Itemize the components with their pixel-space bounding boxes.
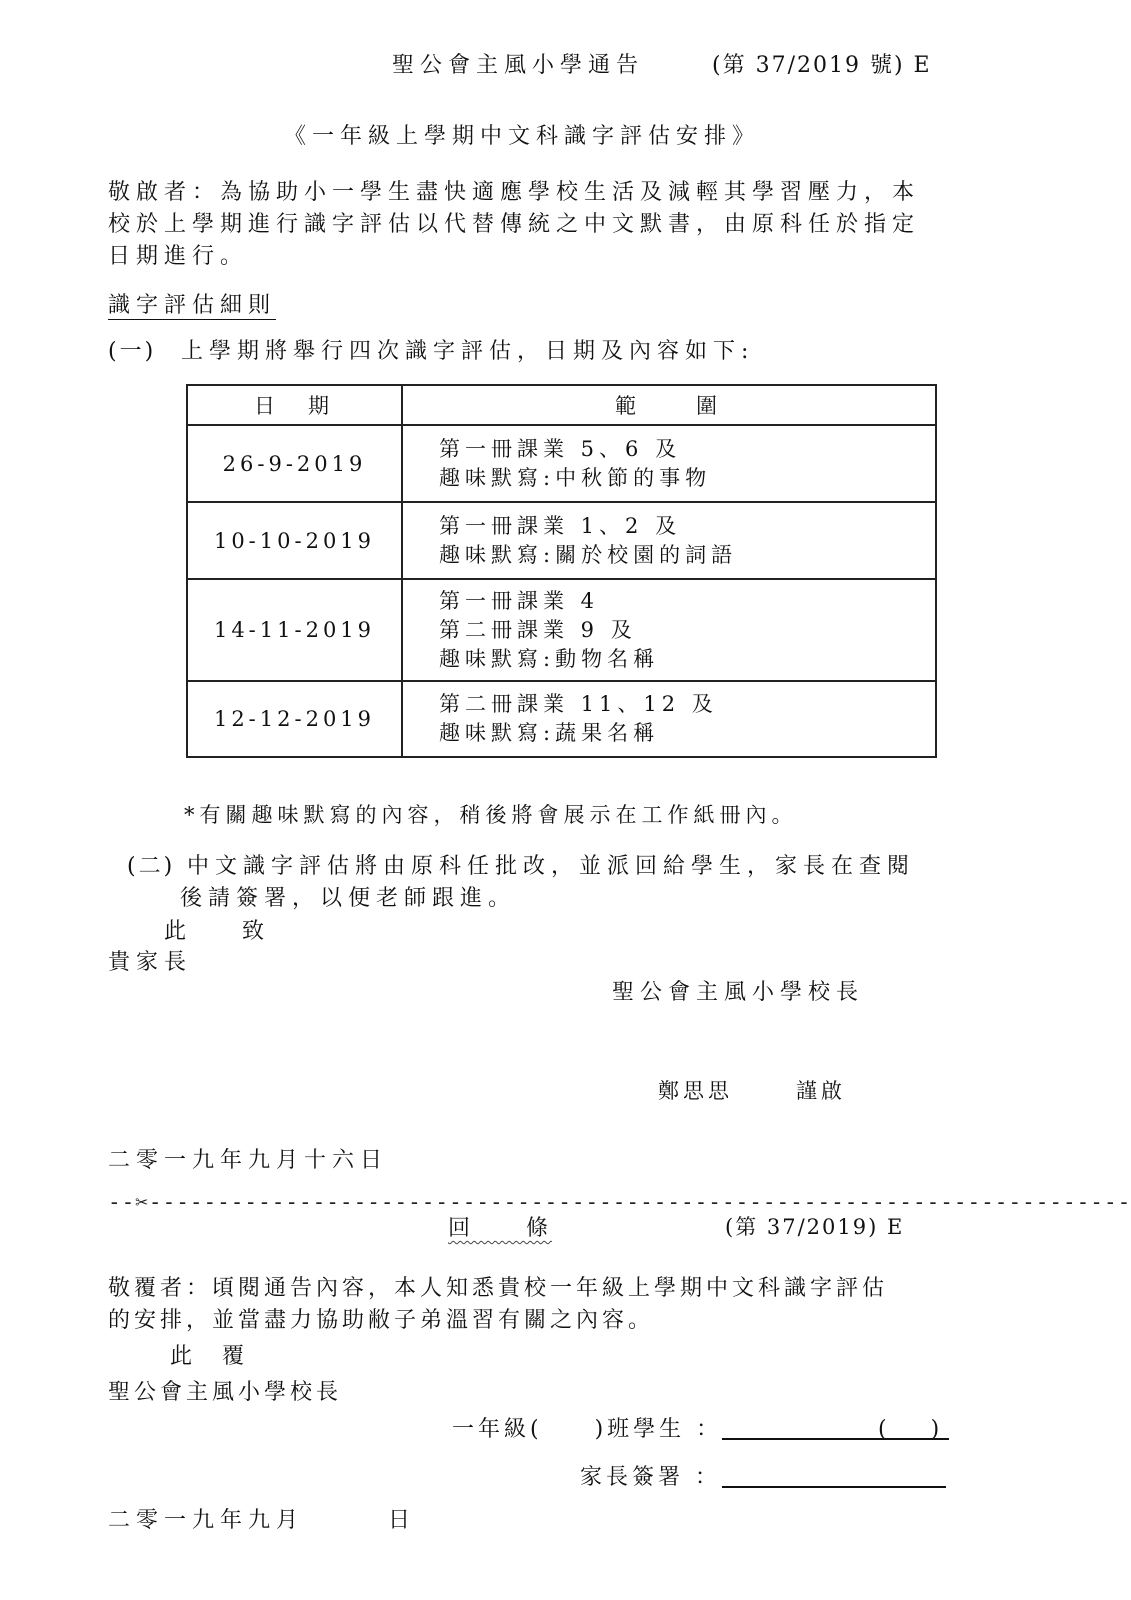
section-heading (108, 288, 276, 319)
row-date: 14-11-2019 (187, 579, 402, 681)
item-1-number: (一) (108, 339, 157, 364)
closing-addressee: 貴家長 (108, 950, 193, 975)
principal-name: 鄭思思 (658, 1079, 733, 1103)
reply-addressee: 聖公會主風小學校長 (108, 1380, 343, 1405)
row-scope (402, 502, 936, 579)
row-scope (402, 579, 936, 681)
table-header-row (187, 385, 936, 425)
section-heading-text: 識字評估細則 (108, 293, 277, 318)
reply-ci-fu: 此 覆 (170, 1344, 249, 1369)
cut-line: --✂------------------------------------------------------------------------ (108, 1190, 1131, 1214)
scope-line: 趣味默寫:關於校園的詞語 (439, 542, 738, 567)
parent-signature-label: 家長簽署 ： (580, 1465, 721, 1490)
item-2-number: (二) (127, 854, 176, 879)
table-row (187, 681, 936, 757)
table-row (187, 502, 936, 579)
scope-line: 趣味默寫:蔬果名稱 (439, 721, 660, 745)
reply-line-1: 敬覆者：頃閱通告內容，本人知悉貴校一年級上學期中文科識字評估 (108, 1276, 889, 1301)
document-title: 《一年級上學期中文科識字評估安排》 (284, 124, 761, 149)
closing-ci-zhi: 此 致 (164, 919, 269, 944)
scope-line: 第一冊課業 5、6 及 (439, 436, 682, 461)
closing-respect: 謹啟 (796, 1079, 846, 1103)
header-date: 日 期 (187, 385, 402, 425)
notice-number: (第 37/2019 號) E (712, 53, 932, 78)
scope-line: 第一冊課業 1、2 及 (439, 513, 682, 538)
assessment-schedule-table (186, 384, 937, 758)
header-scope: 範 圍 (402, 385, 936, 425)
item-2-line-1: 中文識字評估將由原科任批改，並派回給學生，家長在查閱 (187, 854, 916, 879)
reply-title (448, 1211, 552, 1242)
scope-line: 趣味默寫:動物名稱 (439, 646, 660, 671)
row-scope (402, 681, 936, 757)
scope-line: 第二冊課業 9 及 (439, 617, 637, 642)
scope-line: 第一冊課業 4 (439, 588, 600, 613)
reply-title-text: 回 條 (448, 1216, 553, 1241)
reply-line-2: 的安排，並當盡力協助敝子弟溫習有關之內容。 (108, 1308, 655, 1333)
reply-notice-number: (第 37/2019) E (725, 1215, 905, 1239)
item-2-line-2: 後請簽署，以便老師跟進。 (180, 886, 517, 911)
intro-line-1: 敬啟者：為協助小一學生盡快適應學校生活及減輕其學習壓力，本 (108, 180, 921, 205)
table-footnote: *有關趣味默寫的內容，稍後將會展示在工作紙冊內。 (184, 803, 798, 827)
row-date: 12-12-2019 (187, 681, 402, 757)
intro-line-3: 日期進行。 (108, 244, 249, 269)
scope-line: 趣味默寫:中秋節的事物 (439, 465, 712, 490)
row-scope (402, 425, 936, 502)
parent-signature-field[interactable] (722, 1486, 946, 1488)
closing-sender: 聖公會主風小學校長 (612, 980, 865, 1005)
class-student-label: 一年級( )班學生 ： (452, 1417, 723, 1442)
table-row (187, 579, 936, 681)
row-date: 10-10-2019 (187, 502, 402, 579)
reply-date: 二零一九年九月 日 (108, 1508, 417, 1533)
notice-date: 二零一九年九月十六日 (108, 1148, 389, 1173)
school-notice-title: 聖公會主風小學通告 (392, 53, 645, 78)
row-date: 26-9-2019 (187, 425, 402, 502)
student-number-field: ( ) (878, 1417, 940, 1442)
scope-line: 第二冊課業 11、12 及 (439, 692, 718, 716)
intro-line-2: 校於上學期進行識字評估以代替傳統之中文默書，由原科任於指定 (108, 212, 921, 237)
table-row (187, 425, 936, 502)
item-1-text: 上學期將舉行四次識字評估，日期及內容如下: (181, 339, 755, 364)
